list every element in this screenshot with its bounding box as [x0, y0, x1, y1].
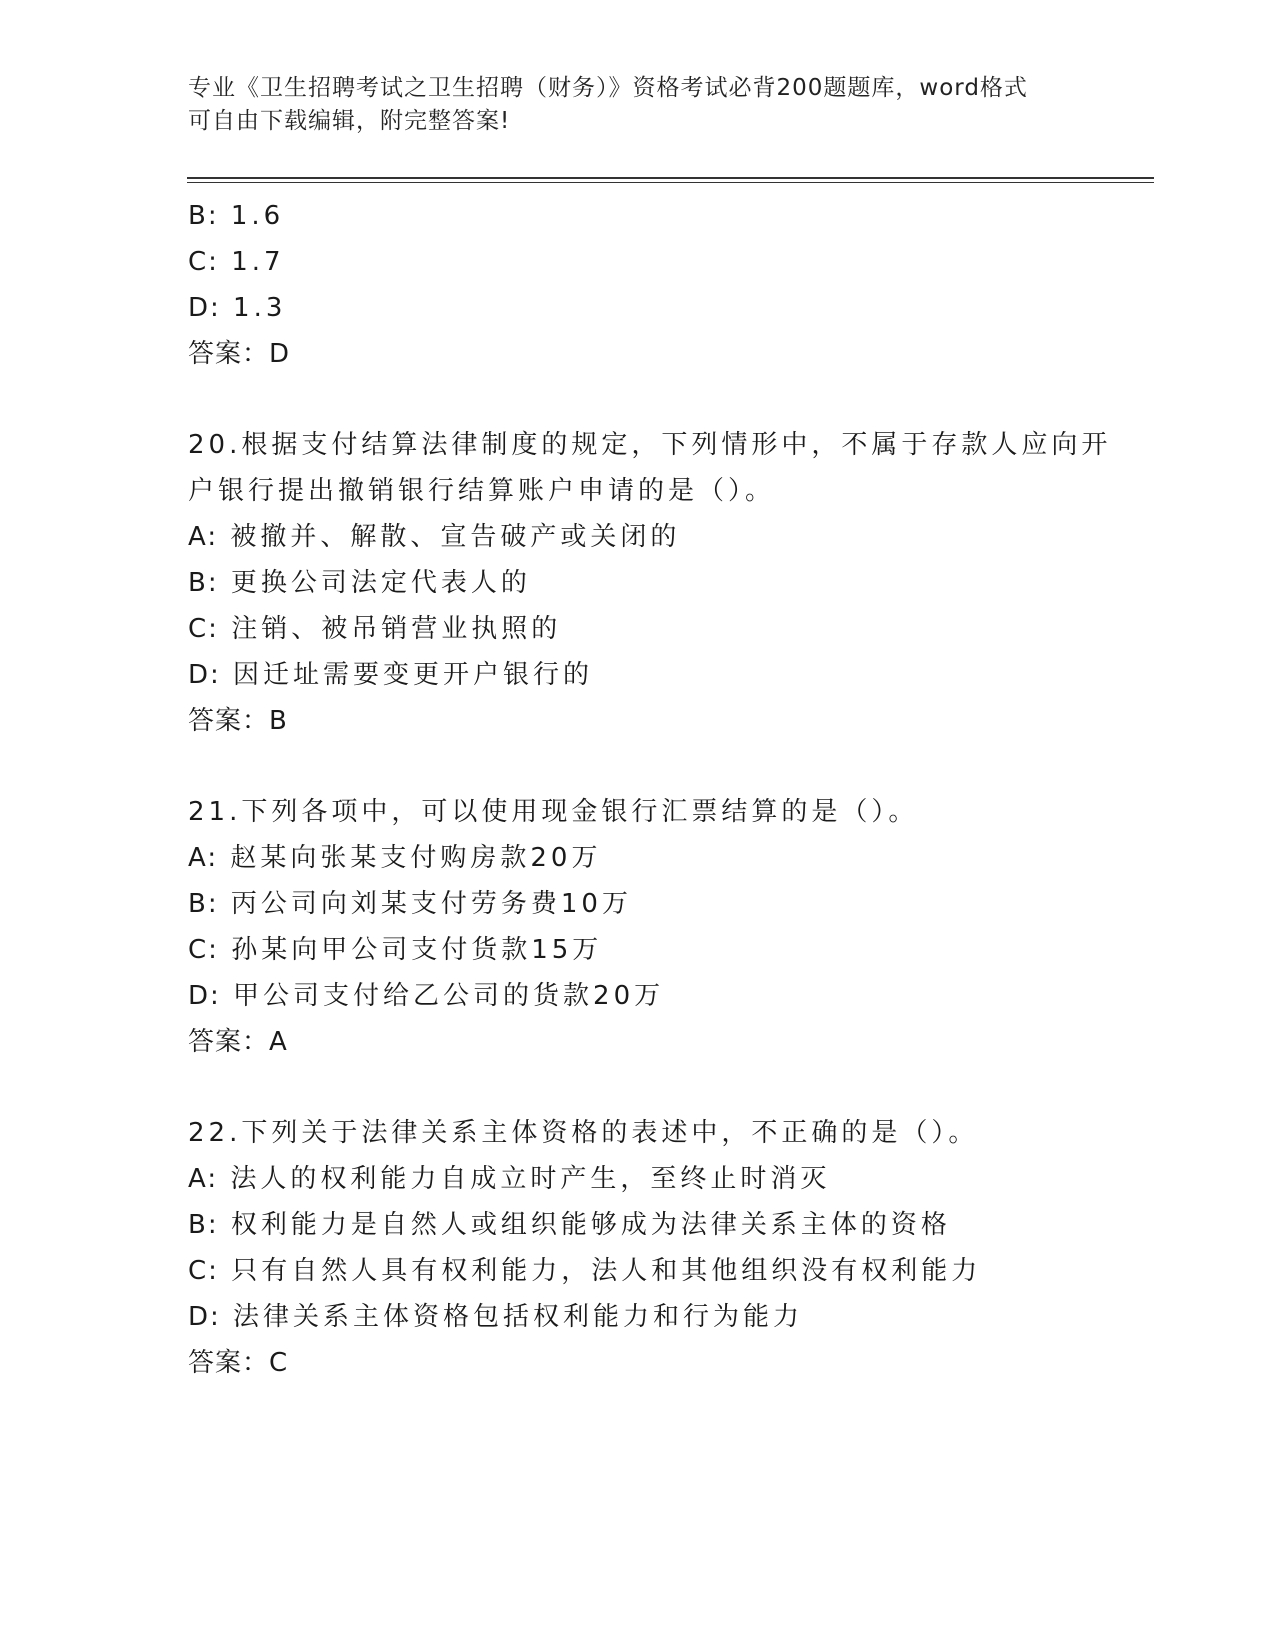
- answer-line: 答案：A: [188, 1027, 288, 1057]
- question-20: [188, 422, 1112, 744]
- prev-question-tail: [188, 193, 1088, 377]
- answer-line: 答案：B: [188, 706, 288, 736]
- option-d: D: 1.3: [188, 293, 287, 323]
- question-stem: 20.根据支付结算法律制度的规定，下列情形中，不属于存款人应向开: [188, 430, 1112, 460]
- question-21: [188, 789, 1088, 1065]
- question-body: [188, 193, 1112, 1386]
- option-c: C: 只有自然人具有权利能力，法人和其他组织没有权利能力: [188, 1256, 982, 1286]
- option-b: B: 更换公司法定代表人的: [188, 568, 531, 598]
- option-b: B: 1.6: [188, 201, 285, 231]
- option-a: A: 法人的权利能力自成立时产生，至终止时消灭: [188, 1164, 831, 1194]
- option-d: D: 甲公司支付给乙公司的货款20万: [188, 981, 665, 1011]
- option-a: A: 被撤并、解散、宣告破产或关闭的: [188, 522, 681, 552]
- option-c: C: 孙某向甲公司支付货款15万: [188, 935, 603, 965]
- option-a: A: 赵某向张某支付购房款20万: [188, 843, 602, 873]
- page-header: [188, 72, 1088, 138]
- option-d: D: 因迁址需要变更开户银行的: [188, 660, 594, 690]
- option-b: B: 权利能力是自然人或组织能够成为法律关系主体的资格: [188, 1210, 951, 1240]
- option-c: C: 1.7: [188, 247, 285, 277]
- header-title-line-1: 专业《卫生招聘考试之卫生招聘（财务）》资格考试必背200题题库，word格式: [188, 75, 1028, 101]
- option-c: C: 注销、被吊销营业执照的: [188, 614, 562, 644]
- question-stem: 22.下列关于法律关系主体资格的表述中，不正确的是（）。: [188, 1118, 979, 1148]
- question-22: [188, 1110, 1088, 1386]
- option-b: B: 丙公司向刘某支付劳务费10万: [188, 889, 632, 919]
- header-divider: [187, 177, 1154, 183]
- answer-line: 答案：D: [188, 339, 291, 369]
- question-stem-continued: 户银行提出撤销银行结算账户申请的是（）。: [188, 476, 776, 506]
- answer-line: 答案：C: [188, 1348, 289, 1378]
- header-title-line-2: 可自由下载编辑，附完整答案!: [188, 108, 511, 134]
- option-d: D: 法律关系主体资格包括权利能力和行为能力: [188, 1302, 804, 1332]
- question-stem: 21.下列各项中，可以使用现金银行汇票结算的是（）。: [188, 797, 919, 827]
